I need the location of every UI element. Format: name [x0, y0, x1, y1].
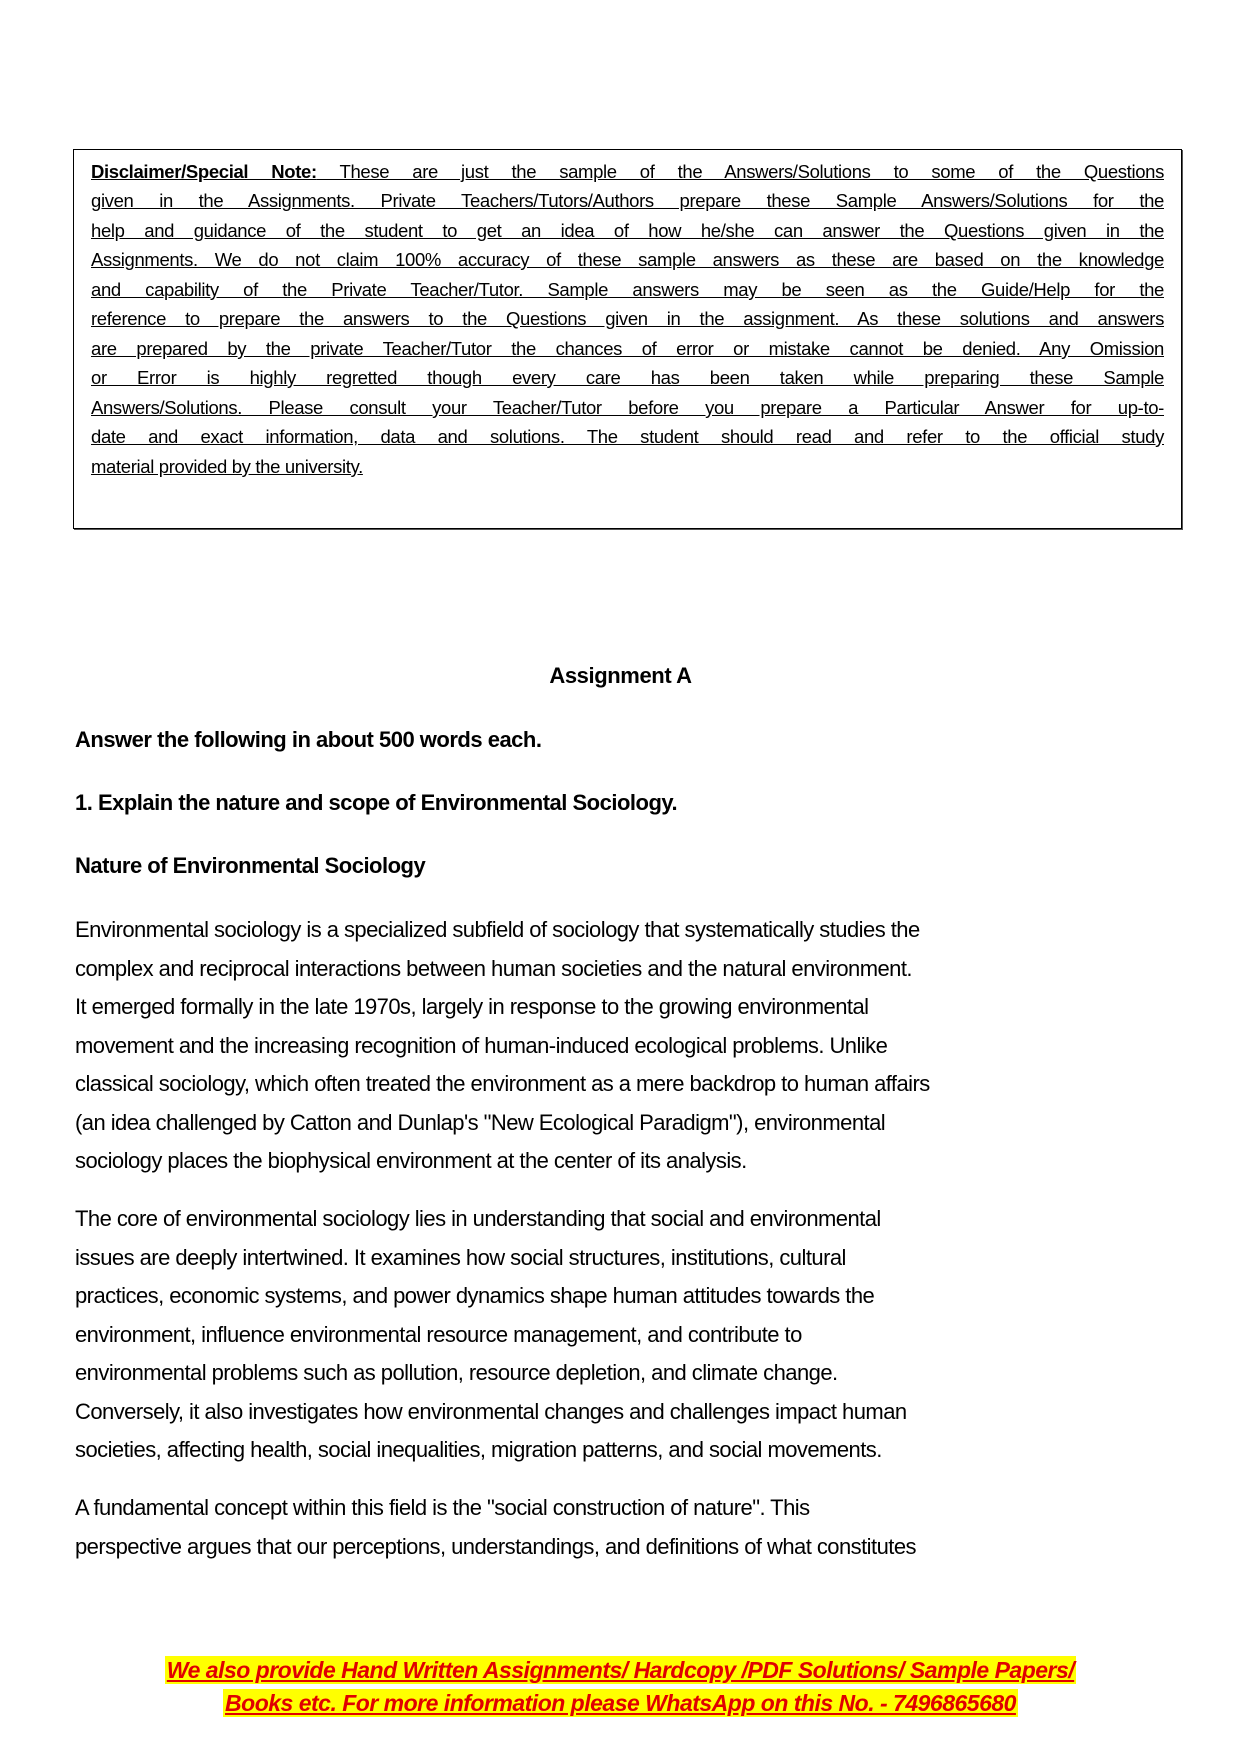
- promo-footer-line-1: We also provide Hand Written Assignments/ Hardcopy /PDF Solutions/ Sample Papers/: [166, 1657, 1075, 1683]
- text-line: Environmental sociology is a specialized subfield of sociology that systematically studies the: [75, 917, 920, 942]
- assignment-title: Assignment A: [549, 663, 692, 688]
- disclaimer-line: and capability of the Private Teacher/Tutor. Sample answers may be seen as the Guide/Help for the: [91, 279, 1164, 300]
- text-line: movement and the increasing recognition of human-induced ecological problems. Unlike: [75, 1032, 888, 1058]
- section-heading: Nature of Environmental Sociology: [75, 853, 426, 878]
- disclaimer-line: Answers/Solutions. Please consult your Teacher/Tutor before you prepare a Particular Answer for up-to-: [91, 397, 1164, 418]
- text-line: environmental problems such as pollution, resource depletion, and climate change.: [75, 1360, 838, 1385]
- text-line: environment, influence environmental resource management, and contribute to: [75, 1321, 802, 1347]
- promo-footer-line-2: Books etc. For more information please WhatsApp on this No. - 7496865680: [225, 1690, 1016, 1716]
- disclaimer-box: [73, 149, 1182, 529]
- disclaimer-line: Disclaimer/Special Note: These are just the sample of the Answers/Solutions to some of the Questions: [91, 161, 1164, 182]
- question: 1. Explain the nature and scope of Environmental Sociology.: [75, 790, 678, 815]
- text-line: issues are deeply intertwined. It examines how social structures, institutions, cultural: [75, 1244, 846, 1270]
- text-line: perspective argues that our perceptions, understandings, and definitions of what constitutes: [75, 1533, 916, 1559]
- disclaimer-line: help and guidance of the student to get an idea of how he/she can answer the Questions given in the: [91, 220, 1164, 241]
- text-line: Conversely, it also investigates how environmental changes and challenges impact human: [75, 1398, 907, 1424]
- text-line: complex and reciprocal interactions between human societies and the natural environment.: [75, 955, 912, 981]
- text-line: societies, affecting health, social inequalities, migration patterns, and social movements.: [75, 1437, 882, 1462]
- disclaimer-line: or Error is highly regretted though every care has been taken while preparing these Sample: [91, 367, 1164, 388]
- text-line: It emerged formally in the late 1970s, largely in response to the growing environmental: [75, 994, 869, 1019]
- disclaimer-line: material provided by the university.: [91, 456, 363, 477]
- paragraph: [75, 1206, 907, 1476]
- instruction: Answer the following in about 500 words each.: [75, 727, 542, 752]
- paragraph: [75, 1495, 916, 1572]
- text-line: sociology places the biophysical environment at the center of its analysis.: [75, 1148, 747, 1173]
- disclaimer-label: Disclaimer/Special Note:: [91, 161, 317, 182]
- text-line: A fundamental concept within this field is the "social construction of nature". This: [75, 1495, 810, 1520]
- text-line: classical sociology, which often treated the environment as a mere backdrop to human affairs: [75, 1071, 930, 1096]
- paragraph: [75, 917, 930, 1187]
- text-line: practices, economic systems, and power dynamics shape human attitudes towards the: [75, 1283, 875, 1308]
- disclaimer-line: are prepared by the private Teacher/Tutor the chances of error or mistake cannot be denied. Any Omission: [91, 338, 1164, 359]
- disclaimer-line: Assignments. We do not claim 100% accuracy of these sample answers as these are based on the knowledge: [91, 249, 1164, 270]
- disclaimer-line: date and exact information, data and solutions. The student should read and refer to the official study: [91, 426, 1164, 447]
- disclaimer-line: given in the Assignments. Private Teachers/Tutors/Authors prepare these Sample Answers/Solutions for the: [91, 190, 1164, 211]
- text-line: The core of environmental sociology lies in understanding that social and environmental: [75, 1206, 881, 1231]
- disclaimer-line: reference to prepare the answers to the Questions given in the assignment. As these solutions and answers: [91, 308, 1164, 329]
- text-line: (an idea challenged by Catton and Dunlap's "New Ecological Paradigm"), environmental: [75, 1109, 886, 1135]
